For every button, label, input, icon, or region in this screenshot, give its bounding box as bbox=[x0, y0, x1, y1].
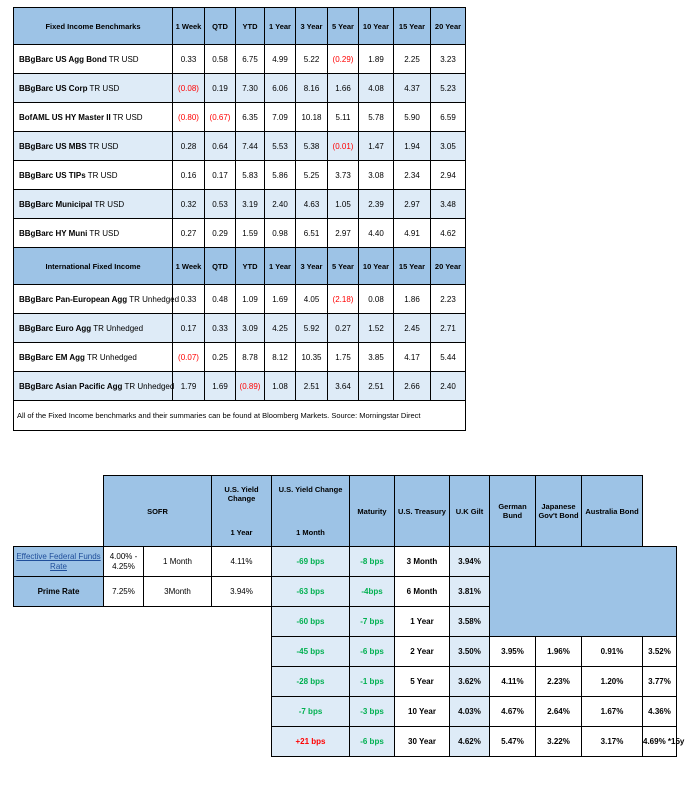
return-value: 3.05 bbox=[431, 132, 466, 161]
benchmark-name bbox=[14, 103, 173, 132]
return-value: 8.16 bbox=[296, 74, 328, 103]
rate-row bbox=[14, 667, 677, 697]
maturity: 10 Year bbox=[395, 697, 450, 727]
benchmark-name bbox=[14, 190, 173, 219]
return-value: 0.32 bbox=[173, 190, 205, 219]
treasury-yield: 3.50% bbox=[450, 637, 490, 667]
return-value: 6.75 bbox=[236, 45, 265, 74]
sofr-1m-term: 1 Month bbox=[144, 547, 212, 577]
return-value: 5.53 bbox=[265, 132, 296, 161]
column-header: 1 Week bbox=[173, 8, 205, 45]
return-value: 2.40 bbox=[265, 190, 296, 219]
return-value: 5.23 bbox=[431, 74, 466, 103]
return-value: 1.52 bbox=[359, 314, 394, 343]
column-header: 1 Year bbox=[265, 248, 296, 285]
maturity: 5 Year bbox=[395, 667, 450, 697]
return-value: 4.63 bbox=[296, 190, 328, 219]
return-value: 5.25 bbox=[296, 161, 328, 190]
return-value: 0.48 bbox=[205, 285, 236, 314]
return-value: 2.66 bbox=[394, 372, 431, 401]
return-value: 5.38 bbox=[296, 132, 328, 161]
return-value: 2.25 bbox=[394, 45, 431, 74]
bund-yield: 2.64% bbox=[536, 697, 582, 727]
return-value: 1.05 bbox=[328, 190, 359, 219]
yield-change-1y: +21 bps bbox=[272, 727, 350, 757]
yield-change-1y: -45 bps bbox=[272, 637, 350, 667]
effr-value: 4.00% - 4.25% bbox=[104, 547, 144, 577]
maturity: 3 Month bbox=[395, 547, 450, 577]
yield-change-1y: -60 bps bbox=[272, 607, 350, 637]
benchmark-name-prefix: BBgBarc Euro Agg bbox=[19, 323, 92, 333]
return-value: 4.91 bbox=[394, 219, 431, 248]
return-value: 0.17 bbox=[205, 161, 236, 190]
yield-change-1m-header bbox=[272, 476, 350, 547]
treasury-yield: 4.03% bbox=[450, 697, 490, 727]
return-value: 0.25 bbox=[205, 343, 236, 372]
maturity-header: Maturity bbox=[350, 476, 395, 547]
return-value: 4.25 bbox=[265, 314, 296, 343]
return-value: 10.18 bbox=[296, 103, 328, 132]
benchmark-row bbox=[14, 219, 466, 248]
yield-change-1y: -7 bps bbox=[272, 697, 350, 727]
yield-change-1m: -4bps bbox=[350, 577, 395, 607]
return-value: 2.40 bbox=[431, 372, 466, 401]
return-value: 0.33 bbox=[205, 314, 236, 343]
yield-change-1y: -28 bps bbox=[272, 667, 350, 697]
column-header: YTD bbox=[236, 8, 265, 45]
benchmark-name bbox=[14, 285, 180, 314]
return-value: 5.78 bbox=[359, 103, 394, 132]
return-value: (0.80) bbox=[173, 103, 205, 132]
return-value: 0.27 bbox=[173, 219, 205, 248]
column-header: 1 Year bbox=[265, 8, 296, 45]
benchmark-row bbox=[14, 132, 466, 161]
return-value: 2.51 bbox=[296, 372, 328, 401]
return-value: 8.78 bbox=[236, 343, 265, 372]
return-value: 1.89 bbox=[359, 45, 394, 74]
footnote: All of the Fixed Income benchmarks and their summaries can be found at Bloomberg Markets. Source: Morningstar Direct bbox=[14, 401, 466, 431]
benchmark-name-suffix: TR USD bbox=[106, 54, 139, 64]
yield-change-1m: -8 bps bbox=[350, 547, 395, 577]
benchmark-name-prefix: BBgBarc US TIPs bbox=[19, 170, 86, 180]
return-value: 1.86 bbox=[394, 285, 431, 314]
return-value: 0.08 bbox=[359, 285, 394, 314]
column-header: QTD bbox=[205, 248, 236, 285]
yield-change-1y: -63 bps bbox=[272, 577, 350, 607]
bund-yield: 3.22% bbox=[536, 727, 582, 757]
return-value: 6.51 bbox=[296, 219, 328, 248]
return-value: 5.92 bbox=[296, 314, 328, 343]
return-value: 1.94 bbox=[394, 132, 431, 161]
benchmark-name bbox=[14, 161, 173, 190]
bund-yield: 1.96% bbox=[536, 637, 582, 667]
jgb-header: Japanese Gov't Bond bbox=[536, 476, 582, 547]
return-value: 4.40 bbox=[359, 219, 394, 248]
benchmark-row bbox=[14, 161, 466, 190]
jgb-yield: 0.91% bbox=[582, 637, 643, 667]
return-value: 2.97 bbox=[328, 219, 359, 248]
treasury-header: U.S. Treasury bbox=[395, 476, 450, 547]
benchmark-name-suffix: TR Unhedged bbox=[127, 294, 180, 304]
return-value: 4.37 bbox=[394, 74, 431, 103]
return-value: 5.11 bbox=[328, 103, 359, 132]
column-header: QTD bbox=[205, 8, 236, 45]
return-value: 3.09 bbox=[236, 314, 265, 343]
benchmark-name-suffix: TR USD bbox=[86, 141, 119, 151]
benchmark-row bbox=[14, 285, 466, 314]
gilt-yield: 3.95% bbox=[490, 637, 536, 667]
return-value: 5.83 bbox=[236, 161, 265, 190]
return-value: 2.51 bbox=[359, 372, 394, 401]
benchmark-name-suffix: TR USD bbox=[92, 199, 125, 209]
benchmark-name bbox=[14, 132, 173, 161]
empty-cell bbox=[14, 607, 272, 637]
yield-change-1y-header-period: 1 Year bbox=[230, 528, 253, 537]
return-value: 5.86 bbox=[265, 161, 296, 190]
empty-cell bbox=[14, 637, 272, 667]
return-value: 7.44 bbox=[236, 132, 265, 161]
benchmark-row bbox=[14, 103, 466, 132]
bund-header: German Bund bbox=[490, 476, 536, 547]
return-value: 0.53 bbox=[205, 190, 236, 219]
benchmark-name-prefix: BBgBarc Municipal bbox=[19, 199, 93, 209]
empty-cell bbox=[14, 667, 272, 697]
international-header-row bbox=[14, 248, 466, 285]
sofr-1m-rate: 4.11% bbox=[212, 547, 272, 577]
empty-cell bbox=[14, 697, 272, 727]
benchmark-name-prefix: BBgBarc Asian Pacific Agg bbox=[19, 381, 123, 391]
return-value: 2.45 bbox=[394, 314, 431, 343]
benchmark-name-prefix: BBgBarc EM Agg bbox=[19, 352, 85, 362]
gilt-yield: 5.47% bbox=[490, 727, 536, 757]
benchmark-row bbox=[14, 45, 466, 74]
prime-rate-label: Prime Rate bbox=[14, 577, 104, 607]
benchmark-row bbox=[14, 314, 466, 343]
return-value: 7.09 bbox=[265, 103, 296, 132]
return-value: 1.69 bbox=[205, 372, 236, 401]
yield-change-1m: -6 bps bbox=[350, 637, 395, 667]
return-value: 2.23 bbox=[431, 285, 466, 314]
benchmark-name-suffix: TR USD bbox=[85, 170, 118, 180]
yield-change-1y-header bbox=[212, 476, 272, 547]
australia-yield: 3.77% bbox=[643, 667, 677, 697]
yield-change-1m-header-period: 1 Month bbox=[296, 528, 325, 537]
return-value: 1.09 bbox=[236, 285, 265, 314]
column-header: 1 Week bbox=[173, 248, 205, 285]
return-value: 1.66 bbox=[328, 74, 359, 103]
yield-change-1m: -7 bps bbox=[350, 607, 395, 637]
return-value: 1.59 bbox=[236, 219, 265, 248]
benchmark-row bbox=[14, 343, 466, 372]
yield-change-1y: -69 bps bbox=[272, 547, 350, 577]
column-header: 15 Year bbox=[394, 8, 431, 45]
benchmark-name-prefix: BofAML US HY Master II bbox=[19, 112, 111, 122]
benchmark-name-suffix: TR Unhedged bbox=[91, 323, 144, 333]
treasury-yield: 3.62% bbox=[450, 667, 490, 697]
return-value: 4.05 bbox=[296, 285, 328, 314]
return-value: (0.89) bbox=[236, 372, 265, 401]
international-title: International Fixed Income bbox=[14, 248, 173, 285]
return-value: 2.97 bbox=[394, 190, 431, 219]
jgb-yield: 1.20% bbox=[582, 667, 643, 697]
jgb-yield: 1.67% bbox=[582, 697, 643, 727]
rate-row bbox=[14, 727, 677, 757]
australia-yield: 4.69% *15y bbox=[643, 727, 677, 757]
return-value: 8.12 bbox=[265, 343, 296, 372]
rate-row bbox=[14, 697, 677, 727]
return-value: 0.58 bbox=[205, 45, 236, 74]
column-header: 5 Year bbox=[328, 248, 359, 285]
australia-yield: 4.36% bbox=[643, 697, 677, 727]
return-value: 3.23 bbox=[431, 45, 466, 74]
treasury-yield: 3.81% bbox=[450, 577, 490, 607]
benchmark-name bbox=[14, 45, 173, 74]
return-value: (2.18) bbox=[328, 285, 359, 314]
gilt-yield: 4.11% bbox=[490, 667, 536, 697]
benchmark-name-suffix: TR USD bbox=[87, 228, 120, 238]
return-value: (0.67) bbox=[205, 103, 236, 132]
return-value: 1.69 bbox=[265, 285, 296, 314]
return-value: 4.62 bbox=[431, 219, 466, 248]
yield-change-1m: -1 bps bbox=[350, 667, 395, 697]
return-value: 4.08 bbox=[359, 74, 394, 103]
bund-yield: 2.23% bbox=[536, 667, 582, 697]
column-header: 20 Year bbox=[431, 8, 466, 45]
column-header: 10 Year bbox=[359, 8, 394, 45]
gilt-yield: 4.67% bbox=[490, 697, 536, 727]
benchmark-name-prefix: BBgBarc US MBS bbox=[19, 141, 87, 151]
return-value: 6.06 bbox=[265, 74, 296, 103]
return-value: 5.90 bbox=[394, 103, 431, 132]
column-header: YTD bbox=[236, 248, 265, 285]
column-header: 3 Year bbox=[296, 8, 328, 45]
return-value: 0.16 bbox=[173, 161, 205, 190]
return-value: 0.27 bbox=[328, 314, 359, 343]
interest-rates-table bbox=[13, 475, 685, 757]
return-value: 2.71 bbox=[431, 314, 466, 343]
return-value: (0.08) bbox=[173, 74, 205, 103]
maturity: 6 Month bbox=[395, 577, 450, 607]
rates-header-row bbox=[14, 476, 677, 547]
yield-change-1m-header-title: U.S. Yield Change bbox=[278, 485, 343, 494]
benchmark-name bbox=[14, 372, 173, 401]
return-value: 2.39 bbox=[359, 190, 394, 219]
fixed-income-benchmarks-table bbox=[13, 7, 466, 431]
benchmark-name-prefix: BBgBarc US Agg Bond bbox=[19, 54, 107, 64]
treasury-yield: 3.94% bbox=[450, 547, 490, 577]
column-header: 10 Year bbox=[359, 248, 394, 285]
benchmark-name-prefix: BBgBarc HY Muni bbox=[19, 228, 88, 238]
column-header: 20 Year bbox=[431, 248, 466, 285]
return-value: 10.35 bbox=[296, 343, 328, 372]
column-header: 5 Year bbox=[328, 8, 359, 45]
international-blank-fill bbox=[490, 547, 677, 637]
yield-change-1m: -3 bps bbox=[350, 697, 395, 727]
return-value: 0.33 bbox=[173, 285, 205, 314]
footnote-row bbox=[14, 401, 466, 431]
return-value: 0.19 bbox=[205, 74, 236, 103]
return-value: 6.35 bbox=[236, 103, 265, 132]
return-value: 1.75 bbox=[328, 343, 359, 372]
maturity: 1 Year bbox=[395, 607, 450, 637]
return-value: 3.48 bbox=[431, 190, 466, 219]
australia-yield: 3.52% bbox=[643, 637, 677, 667]
return-value: 1.47 bbox=[359, 132, 394, 161]
return-value: 0.98 bbox=[265, 219, 296, 248]
return-value: 1.08 bbox=[265, 372, 296, 401]
return-value: 0.28 bbox=[173, 132, 205, 161]
return-value: 5.44 bbox=[431, 343, 466, 372]
treasury-yield: 3.58% bbox=[450, 607, 490, 637]
return-value: 4.99 bbox=[265, 45, 296, 74]
return-value: 5.22 bbox=[296, 45, 328, 74]
return-value: 0.29 bbox=[205, 219, 236, 248]
benchmark-name-prefix: BBgBarc Pan-European Agg bbox=[19, 294, 128, 304]
benchmark-name-suffix: TR Unhedged bbox=[122, 381, 175, 391]
return-value: 3.64 bbox=[328, 372, 359, 401]
empty-cell bbox=[14, 727, 272, 757]
return-value: 6.59 bbox=[431, 103, 466, 132]
gilt-header: U.K Gilt bbox=[450, 476, 490, 547]
australia-header: Australia Bond bbox=[582, 476, 643, 547]
return-value: (0.07) bbox=[173, 343, 205, 372]
maturity: 2 Year bbox=[395, 637, 450, 667]
sofr-header: SOFR bbox=[104, 476, 212, 547]
benchmark-row bbox=[14, 74, 466, 103]
sofr-3m-rate: 3.94% bbox=[212, 577, 272, 607]
benchmark-name bbox=[14, 74, 173, 103]
return-value: 0.64 bbox=[205, 132, 236, 161]
return-value: 3.73 bbox=[328, 161, 359, 190]
benchmark-row bbox=[14, 190, 466, 219]
return-value: 3.85 bbox=[359, 343, 394, 372]
return-value: 7.30 bbox=[236, 74, 265, 103]
jgb-yield: 3.17% bbox=[582, 727, 643, 757]
benchmark-name bbox=[14, 343, 173, 372]
benchmarks-title: Fixed Income Benchmarks bbox=[14, 8, 173, 45]
return-value: 0.33 bbox=[173, 45, 205, 74]
benchmark-name bbox=[14, 314, 173, 343]
rate-row bbox=[14, 547, 677, 577]
prime-rate-value: 7.25% bbox=[104, 577, 144, 607]
return-value: (0.29) bbox=[328, 45, 359, 74]
benchmark-name bbox=[14, 219, 173, 248]
yield-change-1y-header-title: U.S. Yield Change bbox=[224, 485, 259, 503]
benchmark-name-suffix: TR USD bbox=[87, 83, 120, 93]
treasury-yield: 4.62% bbox=[450, 727, 490, 757]
yield-change-1m: -6 bps bbox=[350, 727, 395, 757]
return-value: 1.79 bbox=[173, 372, 205, 401]
return-value: 2.34 bbox=[394, 161, 431, 190]
return-value: 0.17 bbox=[173, 314, 205, 343]
maturity: 30 Year bbox=[395, 727, 450, 757]
sofr-3m-term: 3Month bbox=[144, 577, 212, 607]
benchmark-name-prefix: BBgBarc US Corp bbox=[19, 83, 88, 93]
column-header: 15 Year bbox=[394, 248, 431, 285]
benchmark-name-suffix: TR Unhedged bbox=[84, 352, 137, 362]
return-value: (0.01) bbox=[328, 132, 359, 161]
rate-row bbox=[14, 637, 677, 667]
return-value: 3.19 bbox=[236, 190, 265, 219]
return-value: 3.08 bbox=[359, 161, 394, 190]
effr-label-link[interactable]: Effective Federal Funds Rate bbox=[14, 547, 104, 577]
benchmarks-header-row bbox=[14, 8, 466, 45]
return-value: 4.17 bbox=[394, 343, 431, 372]
column-header: 3 Year bbox=[296, 248, 328, 285]
benchmark-row bbox=[14, 372, 466, 401]
return-value: 2.94 bbox=[431, 161, 466, 190]
benchmark-name-suffix: TR USD bbox=[110, 112, 143, 122]
